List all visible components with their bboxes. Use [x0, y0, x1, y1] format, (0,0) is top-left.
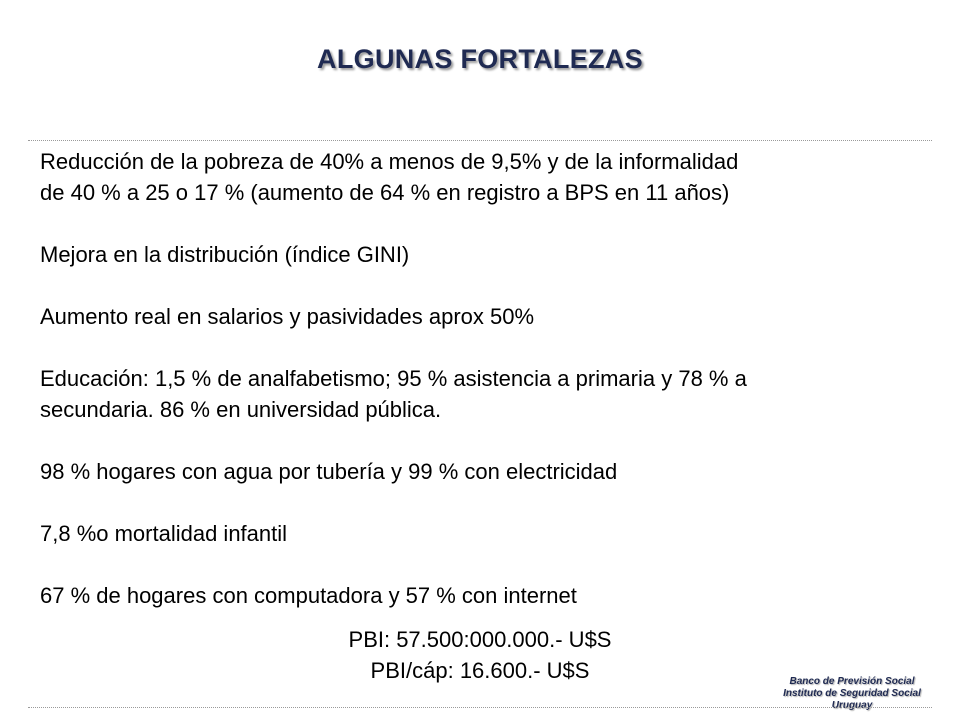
top-divider — [28, 140, 932, 141]
paragraph-distribution — [40, 239, 920, 270]
paragraph-services — [40, 456, 920, 487]
paragraph-line: Reducción de la pobreza de 40% a menos de 9,5% y de la informalidad — [40, 149, 739, 174]
paragraph-line: Educación: 1,5 % de analfabetismo; 95 % asistencia a primaria y 78 % a — [40, 366, 747, 391]
pbi-total: PBI: 57.500:000.000.- U$S — [348, 627, 612, 652]
footer-line-country: Uruguay — [831, 700, 873, 711]
paragraph-line: Aumento real en salarios y pasividades aprox 50% — [40, 304, 535, 329]
paragraph-line: Mejora en la distribución (índice GINI) — [40, 242, 410, 267]
footer-line-institute: Instituto de Seguridad Social — [783, 688, 921, 699]
footer-line-bank: Banco de Previsión Social — [789, 676, 915, 687]
paragraph-line: 67 % de hogares con computadora y 57 % con internet — [40, 583, 577, 608]
paragraph-poverty — [40, 146, 920, 208]
paragraph-line: secundaria. 86 % en universidad pública. — [40, 397, 442, 422]
paragraph-line: de 40 % a 25 o 17 % (aumento de 64 % en registro a BPS en 11 años) — [40, 180, 730, 205]
bottom-divider — [28, 707, 932, 708]
paragraph-education — [40, 363, 920, 425]
paragraph-wages — [40, 301, 920, 332]
paragraph-mortality — [40, 518, 920, 549]
paragraph-technology — [40, 580, 920, 611]
paragraph-line: 7,8 %o mortalidad infantil — [40, 521, 288, 546]
paragraph-line: 98 % hogares con agua por tubería y 99 % con electricidad — [40, 459, 618, 484]
slide-title: ALGUNAS FORTALEZAS — [317, 44, 643, 74]
pbi-per-capita: PBI/cáp: 16.600.- U$S — [370, 658, 590, 683]
slide-body — [40, 146, 920, 642]
